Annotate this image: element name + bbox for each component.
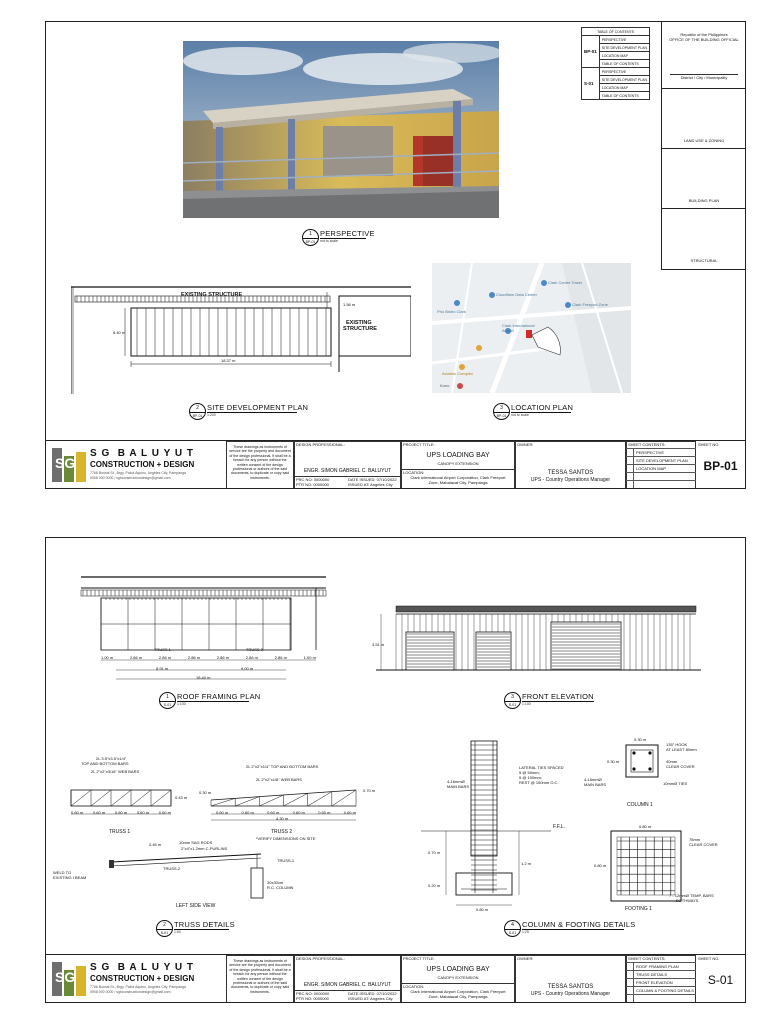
sheet-number: BP-01 [703,459,738,473]
title-block [46,440,745,489]
panel-label: 0.60 m [158,810,171,815]
sheet-contents-heading: SHEET CONTENTS: [628,442,666,447]
copyright-notice: These drawings as instruments of service are the property and document of the design professional. It shall be a breach for any person without the written consent of the design professional or authors of the said documents, to duplicate or copy said instruments. [229,959,291,994]
design-professional-heading: DESIGN PROFESSIONAL: [296,956,345,961]
copyright-notice: These drawings as instruments of service are the property and document of the design professional. It shall be a breach for any person without the written consent of the design professional or authors of the said documents, to duplicate or copy said instruments. [229,445,291,480]
existing-structure-label: EXISTING STRUCTURE [181,292,243,298]
table-of-contents [581,27,650,100]
ties-label: 10mmØ TIES [663,781,688,786]
toc-item: SITE DEVELOPMENT PLAN [599,76,649,84]
panel-label: 0.60 m [71,810,84,815]
roof-plan-scale: 1:100 [177,702,186,706]
foot-bars-2: BOTHWAYS [676,898,699,903]
owner-role: UPS - Country Operations Manager [530,991,611,997]
company-contact: 0908 000 0000 / sgbconstructiondesign@gmail.com [90,990,171,994]
svg-text:SG: SG [55,969,76,985]
project-title: UPS LOADING BAY [426,966,490,973]
column-name: COLUMN 1 [627,802,653,808]
truss-details [51,750,391,920]
lateral-2: 5 @ 50mm; [519,770,540,775]
foot-bars-1: 7 - 12mmØ TEMP. BARS [669,893,714,898]
perspective-render [183,41,499,218]
toc-heading: TABLE OF CONTENTS [582,28,650,36]
sheet-contents-item: ROOF FRAMING PLAN [636,964,679,969]
sheet-contents-item: TRUSS DETAILS [636,972,668,977]
dim-right: 1.56 m [343,302,356,307]
side-weld: WELD TO [53,870,72,875]
detail-marker-1: 1 BP-01 [302,229,319,246]
column-footing-scale: 1:25 [522,930,529,934]
hook-1: 135° HOOK [666,742,688,747]
side-col-2: R.C. COLUMN [267,885,294,890]
side-purlins: 2"x4"x1.2mm C-PURLINS [181,846,228,851]
design-professional-name: ENGR. SIMON GABRIEL C. BALUYUT [303,982,392,988]
roof-truss1-label: TRUSS 1 [154,647,171,652]
location-heading: LOCATION: [403,984,425,989]
sheet-contents-item: LOCATION MAP [636,466,666,471]
location-heading: LOCATION: [403,470,425,475]
perspective-title: PERSPECTIVE [320,229,375,238]
company-logo [52,962,88,996]
sheet-no-heading: SHEET NO. [698,442,720,447]
section-building-plan: BUILDING PLAN [688,198,720,203]
dim-depth: 6.40 m [113,330,126,335]
map-place-6: Kono [440,383,450,388]
column-footing-title: COLUMN & FOOTING DETAILS [522,920,636,929]
t1-label-3: 2L 2"x2"x3/16" WEB BARS [91,769,140,774]
truss-details-scale: 1:50 [174,930,181,934]
district-text: District / City / Municipality [680,75,728,80]
dim-c: 0.20 m [428,883,441,888]
company-address: 7766 Bonsai St., Brgy. Pakol Aquino, Angeles City, Pampanga [90,471,186,475]
side-truss1: TRUSS-1 [277,858,295,863]
location-plan-scale: not to scale [511,413,529,417]
location-map [432,263,631,393]
company-name-1: S G B A L U Y U T [90,962,194,973]
issued-at: ISSUED AT: Angeles City [348,996,393,1001]
hook-2: AT LEAST 80mm [666,747,697,752]
toc-group-1: S-01 [582,68,600,100]
span-label: 2.86 m [245,655,258,660]
t1-panels [71,810,171,815]
design-professional-heading: DESIGN PROFESSIONAL: [296,442,345,447]
existing-label-2: EXISTING [346,320,372,326]
side-title: LEFT SIDE VIEW [176,903,216,909]
roof-dim-a: 8.91 m [156,666,169,671]
section-land-use: LAND USE & ZONING [683,138,725,143]
site-development-plan [71,282,411,397]
sheet-s-01 [45,537,746,1003]
owner-heading: OWNER: [517,442,534,447]
t2-name: TRUSS 2 [271,829,293,835]
company-name-1: S G B A L U Y U T [90,448,194,459]
panel-label: 0.60 m [241,810,254,815]
span-label: 2.86 m [216,655,230,660]
cover-2: CLEAR COVER [666,764,695,769]
project-subtitle: CANOPY EXTENSION [437,975,479,980]
col-main-1: 4-16mmØ [584,777,602,782]
dim-foot: 0.80 m [476,907,489,912]
panel-label: 0.60 m [216,810,229,815]
t2-label-1: 2L 2"x2"x1/4" TOP AND BOTTOM BARS [246,764,319,769]
svg-text:SG: SG [55,455,76,471]
date-issued: DATE ISSUED: 07/10/2022 [348,991,397,996]
design-professional-name: ENGR. SIMON GABRIEL C. BALUYUT [303,468,392,474]
span-label: 2.86 m [187,655,201,660]
owner-role: UPS - Country Operations Manager [530,477,611,483]
main-bars-1: 4-16mmØ [447,779,465,784]
side-dim: 0.45 m [149,842,162,847]
detail-marker-truss: 2 S-01 [156,920,173,937]
t1-height: 0.43 m [175,795,188,800]
company-name-2: CONSTRUCTION + DESIGN [90,460,195,469]
map-place-3: Pho Bistro Clark [437,309,466,314]
sheet-contents-item: COLUMN & FOOTING DETAILS [636,988,694,993]
cover-1: 40mm [666,759,678,764]
map-place-4: Clark International Airport [502,323,535,333]
detail-marker-column: 4 S-01 [504,920,521,937]
t1-label-2: TOP AND BOTTOM BARS [81,761,129,766]
t1-label-1: 2L 3.5"x3.5"x1/4" [96,756,127,761]
detail-marker-elevation: 3 S-01 [504,692,521,709]
panel-label: 0.60 m [318,810,331,815]
office-text: OFFICE OF THE BUILDING OFFICIAL [669,37,739,42]
map-place-1: Cloudflare Data Center [496,292,537,297]
t2-panels [216,810,356,815]
map-place-0: Clark Centre Tower [548,280,583,285]
ptr-no: PTR NO: 0000000 [296,996,329,1001]
panel-label: 0.60 m [292,810,305,815]
roof-plan-title: ROOF FRAMING PLAN [177,692,261,701]
site-plan-scale: 1:200 [207,413,216,417]
dim-total: 18.37 m [221,358,236,363]
t2-right: 0.30 m [199,790,212,795]
t2-height: 0.70 m [363,788,376,793]
detail-marker-2: 2 BP-01 [189,403,206,420]
side-truss2: TRUSS-2 [163,866,181,871]
column-footing-details [401,733,741,918]
side-weld-2: EXISTING I BEAM [53,875,87,880]
t2-label-2: 2L 2"x2"x1/8" WEB BARS [256,777,302,782]
toc-item: TABLE OF CONTENTS [599,60,649,68]
project-location: Clark International Airport Corporation, Clark Freeport Zone, Mabalacat City, Pampanga [410,989,506,999]
span-label: 2.86 m [158,655,172,660]
dim-a: 0.70 m [428,850,441,855]
foot-cover-1: 75mm [689,837,701,842]
republic-text: Republic of the Philippines [680,32,728,37]
sheet-contents-item: FRONT ELEVATION [636,980,673,985]
toc-item: LOCATION MAP [599,84,649,92]
perspective-scale: not to scale [320,239,338,243]
toc-item: TABLE OF CONTENTS [599,92,649,100]
project-heading: PROJECT TITLE: [403,442,435,447]
front-elevation [372,604,701,674]
sheet-number: S-01 [707,973,734,987]
ptr-no: PTR NO: 0000000 [296,482,329,487]
front-elevation-title: FRONT ELEVATION [522,692,594,701]
dim-b: 1.2 m [521,861,532,866]
sheet-no-heading: SHEET NO. [698,956,720,961]
location-plan-title: LOCATION PLAN [511,403,574,412]
col-main-2: MAIN BARS [584,782,607,787]
panel-label: 0.60 m [92,810,106,815]
sheet-bp-01 [45,21,746,489]
span-label: 2.86 m [129,655,143,660]
t2-note: *VERIFY DIMENSIONS ON SITE [256,836,316,841]
project-heading: PROJECT TITLE: [403,956,435,961]
toc-group-0: BP-01 [582,36,600,68]
panel-label: 0.60 m [343,810,356,815]
owner-name: TESSA SANTOS [547,984,594,990]
company-logo [52,448,88,482]
prc-no: PRC NO: 0000000 [296,477,330,482]
company-address: 7766 Bonsai St., Brgy. Pakol Aquino, Angeles City, Pampanga [90,985,186,989]
span-label: 1.00 m [303,655,316,660]
company-contact: 0908 000 0000 / sgbconstructiondesign@gmail.com [90,476,171,480]
roof-truss2-label: TRUSS 2 [246,647,263,652]
detail-marker-3: 3 BP-01 [493,403,510,420]
t2-total: 4.30 m [276,816,289,821]
col-dim-w: 0.30 m [634,737,647,742]
date-issued: DATE ISSUED: 07/10/2022 [348,477,397,482]
detail-marker-roof: 1 S-01 [159,692,176,709]
project-title: UPS LOADING BAY [426,452,490,459]
t1-name: TRUSS 1 [109,829,131,835]
toc-item: LOCATION MAP [599,52,649,60]
side-sag: 10mm SAG RODS [179,840,213,845]
project-subtitle: CANOPY EXTENSION [437,461,479,466]
approval-column [661,22,746,270]
ffl-label: F.F.L. [553,824,565,830]
side-col: 30x30cm [267,880,284,885]
map-place-5: Aviation Complex [442,371,474,376]
span-label: 1.00 m [101,655,114,660]
site-plan-title: SITE DEVELOPMENT PLAN [207,403,309,412]
footing-name: FOOTING 1 [625,906,652,912]
structure-label-2: STRUCTURE [343,326,377,332]
sheet-contents-heading: SHEET CONTENTS: [628,956,666,961]
company-name-2: CONSTRUCTION + DESIGN [90,974,195,983]
prc-no: PRC NO: 0000000 [296,991,330,996]
lateral-3: 5 @ 100mm; [519,775,542,780]
roof-dim-b: 9.00 m [241,666,254,671]
elevation-height: 3.51 m [372,642,385,647]
sheet-contents-item: SITE DEVELOPMENT PLAN [636,458,688,463]
toc-item: PERSPECTIVE [599,36,649,44]
lateral-1: LATERAL TIES SPACED [519,765,564,770]
panel-label: 0.60 m [267,810,280,815]
panel-label: 0.60 m [136,810,150,815]
toc-item: PERSPECTIVE [599,68,649,76]
foot-dim-w: 0.80 m [639,824,652,829]
foot-dim-h: 0.80 m [594,863,607,868]
foot-cover-2: CLEAR COVER [689,842,718,847]
roof-framing-plan [76,574,366,684]
main-bars-2: MAIN BARS [447,784,470,789]
span-label: 2.86 m [274,655,287,660]
issued-at: ISSUED AT: Angeles City [348,482,393,487]
map-place-2: Clark Freeport Zone [572,302,608,307]
sheet-contents-item: PERSPECTIVE [636,450,665,455]
col-dim-h: 0.30 m [607,759,620,764]
project-location: Clark International Airport Corporation, Clark Freeport Zone, Mabalacat City, Pampanga [410,475,506,485]
title-block [46,954,745,1003]
panel-label: 0.60 m [114,810,128,815]
owner-heading: OWNER: [517,956,534,961]
roof-spans [101,655,316,660]
truss-details-title: TRUSS DETAILS [174,920,235,929]
roof-dim-total: 18.40 m [196,675,211,680]
perspective-image [183,41,499,218]
front-elevation-scale: 1:100 [522,702,531,706]
owner-name: TESSA SANTOS [547,470,594,476]
lateral-4: REST @ 150mm O.C. [519,780,559,785]
section-structural: STRUCTURAL [690,258,718,263]
toc-item: SITE DEVELOPMENT PLAN [599,44,649,52]
